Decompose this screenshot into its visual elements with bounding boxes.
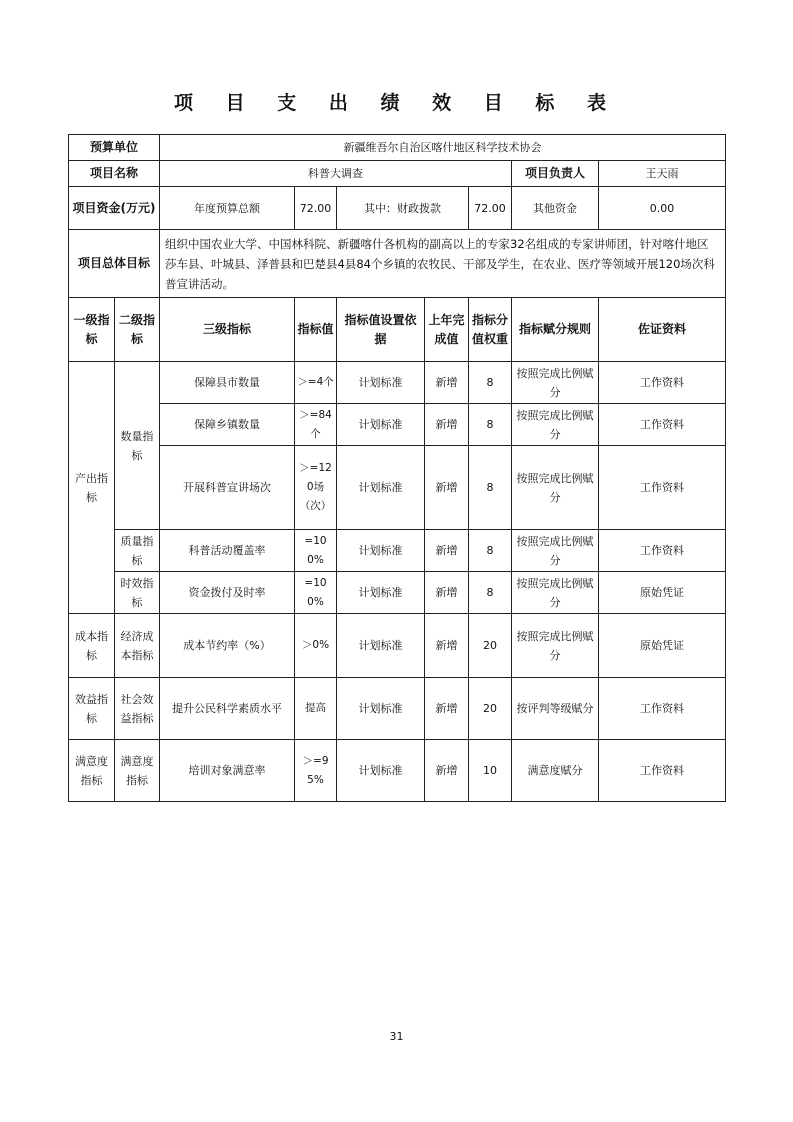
- indicator-name: 开展科普宣讲场次: [160, 446, 295, 530]
- indicator-last: 新增: [425, 362, 469, 404]
- project-fund-label: 项目资金(万元): [69, 187, 160, 230]
- indicator-evidence: 工作资料: [599, 446, 726, 530]
- indicator-last: 新增: [425, 446, 469, 530]
- indicator-basis: 计划标准: [337, 572, 425, 614]
- table-row: [69, 614, 726, 678]
- annual-budget-label: 年度预算总额: [160, 187, 295, 230]
- other-funds-value: 0.00: [599, 187, 726, 230]
- indicator-weight: 20: [469, 678, 512, 740]
- col-level1: 一级指标: [69, 298, 115, 362]
- indicator-basis: 计划标准: [337, 362, 425, 404]
- indicator-rule: 按照完成比例赋分: [512, 446, 599, 530]
- indicator-weight: 8: [469, 572, 512, 614]
- indicator-basis: 计划标准: [337, 404, 425, 446]
- indicator-rule: 按照完成比例赋分: [512, 362, 599, 404]
- indicator-basis: 计划标准: [337, 614, 425, 678]
- fiscal-allocation-value: 72.00: [469, 187, 512, 230]
- indicator-value: 提高: [295, 678, 337, 740]
- indicator-value: ＞=84个: [295, 404, 337, 446]
- table-row: [69, 530, 726, 572]
- indicator-basis: 计划标准: [337, 446, 425, 530]
- group-satisfaction-sub: 满意度指标: [115, 740, 160, 802]
- indicator-rule: 按照完成比例赋分: [512, 530, 599, 572]
- indicator-value: =100%: [295, 572, 337, 614]
- indicator-evidence: 原始凭证: [599, 614, 726, 678]
- indicator-rule: 按照完成比例赋分: [512, 404, 599, 446]
- indicator-basis: 计划标准: [337, 530, 425, 572]
- project-owner-value: 王天雨: [599, 161, 726, 187]
- indicator-value: =100%: [295, 530, 337, 572]
- overall-goal-label: 项目总体目标: [69, 230, 160, 298]
- indicator-last: 新增: [425, 740, 469, 802]
- indicator-evidence: 工作资料: [599, 404, 726, 446]
- indicator-weight: 8: [469, 362, 512, 404]
- indicator-value: ＞=120场（次）: [295, 446, 337, 530]
- group-timeliness: 时效指标: [115, 572, 160, 614]
- indicator-name: 科普活动覆盖率: [160, 530, 295, 572]
- performance-target-table: [68, 134, 726, 802]
- page-number: 31: [389, 1030, 404, 1043]
- indicator-evidence: 工作资料: [599, 740, 726, 802]
- col-rule: 指标赋分规则: [512, 298, 599, 362]
- indicator-evidence: 工作资料: [599, 678, 726, 740]
- col-last-year: 上年完成值: [425, 298, 469, 362]
- annual-budget-value: 72.00: [295, 187, 337, 230]
- indicator-last: 新增: [425, 614, 469, 678]
- table-row: [69, 678, 726, 740]
- group-economic-cost: 经济成本指标: [115, 614, 160, 678]
- group-quantity: 数量指标: [115, 362, 160, 530]
- group-benefit: 效益指标: [69, 678, 115, 740]
- col-basis: 指标值设置依据: [337, 298, 425, 362]
- group-satisfaction: 满意度指标: [69, 740, 115, 802]
- indicator-name: 提升公民科学素质水平: [160, 678, 295, 740]
- indicator-weight: 8: [469, 404, 512, 446]
- indicator-evidence: 工作资料: [599, 530, 726, 572]
- fiscal-allocation-label: 其中：财政拨款: [337, 187, 469, 230]
- indicator-last: 新增: [425, 530, 469, 572]
- indicator-weight: 8: [469, 446, 512, 530]
- indicator-basis: 计划标准: [337, 678, 425, 740]
- table-row: [69, 446, 726, 530]
- overall-goal-text: 组织中国农业大学、中国林科院、新疆喀什各机构的副高以上的专家32名组成的专家讲师团，针对喀什地区莎车县、叶城县、泽普县和巴楚县4县84个乡镇的农牧民、干部及学生，在农业、医疗等领域开展120场次科普宣讲活动。: [160, 230, 726, 298]
- unit-label: 预算单位: [69, 135, 160, 161]
- indicator-name: 保障乡镇数量: [160, 404, 295, 446]
- indicator-name: 资金拨付及时率: [160, 572, 295, 614]
- col-evidence: 佐证资料: [599, 298, 726, 362]
- group-quality: 质量指标: [115, 530, 160, 572]
- project-owner-label: 项目负责人: [512, 161, 599, 187]
- project-name-value: 科普大调查: [160, 161, 512, 187]
- table-row: [69, 572, 726, 614]
- indicator-last: 新增: [425, 404, 469, 446]
- table-row: [69, 362, 726, 404]
- indicator-value: ＞0%: [295, 614, 337, 678]
- indicator-rule: 按评判等级赋分: [512, 678, 599, 740]
- indicator-name: 培训对象满意率: [160, 740, 295, 802]
- indicator-rule: 按照完成比例赋分: [512, 614, 599, 678]
- table-row: [69, 740, 726, 802]
- col-level3: 三级指标: [160, 298, 295, 362]
- indicator-evidence: 工作资料: [599, 362, 726, 404]
- indicator-weight: 20: [469, 614, 512, 678]
- group-social-benefit: 社会效益指标: [115, 678, 160, 740]
- indicator-rule: 满意度赋分: [512, 740, 599, 802]
- col-weight: 指标分值权重: [469, 298, 512, 362]
- group-output: 产出指标: [69, 362, 115, 614]
- table-row: [69, 404, 726, 446]
- indicator-rule: 按照完成比例赋分: [512, 572, 599, 614]
- other-funds-label: 其他资金: [512, 187, 599, 230]
- group-cost: 成本指标: [69, 614, 115, 678]
- unit-value: 新疆维吾尔自治区喀什地区科学技术协会: [160, 135, 726, 161]
- indicator-name: 保障县市数量: [160, 362, 295, 404]
- indicator-basis: 计划标准: [337, 740, 425, 802]
- project-name-label: 项目名称: [69, 161, 160, 187]
- indicator-value: ＞=95%: [295, 740, 337, 802]
- indicator-last: 新增: [425, 678, 469, 740]
- page-title: 项 目 支 出 绩 效 目 标 表: [174, 92, 619, 114]
- col-level2: 二级指标: [115, 298, 160, 362]
- indicator-evidence: 原始凭证: [599, 572, 726, 614]
- indicator-weight: 10: [469, 740, 512, 802]
- indicator-name: 成本节约率（%）: [160, 614, 295, 678]
- col-value: 指标值: [295, 298, 337, 362]
- indicator-value: ＞=4个: [295, 362, 337, 404]
- indicator-weight: 8: [469, 530, 512, 572]
- indicator-last: 新增: [425, 572, 469, 614]
